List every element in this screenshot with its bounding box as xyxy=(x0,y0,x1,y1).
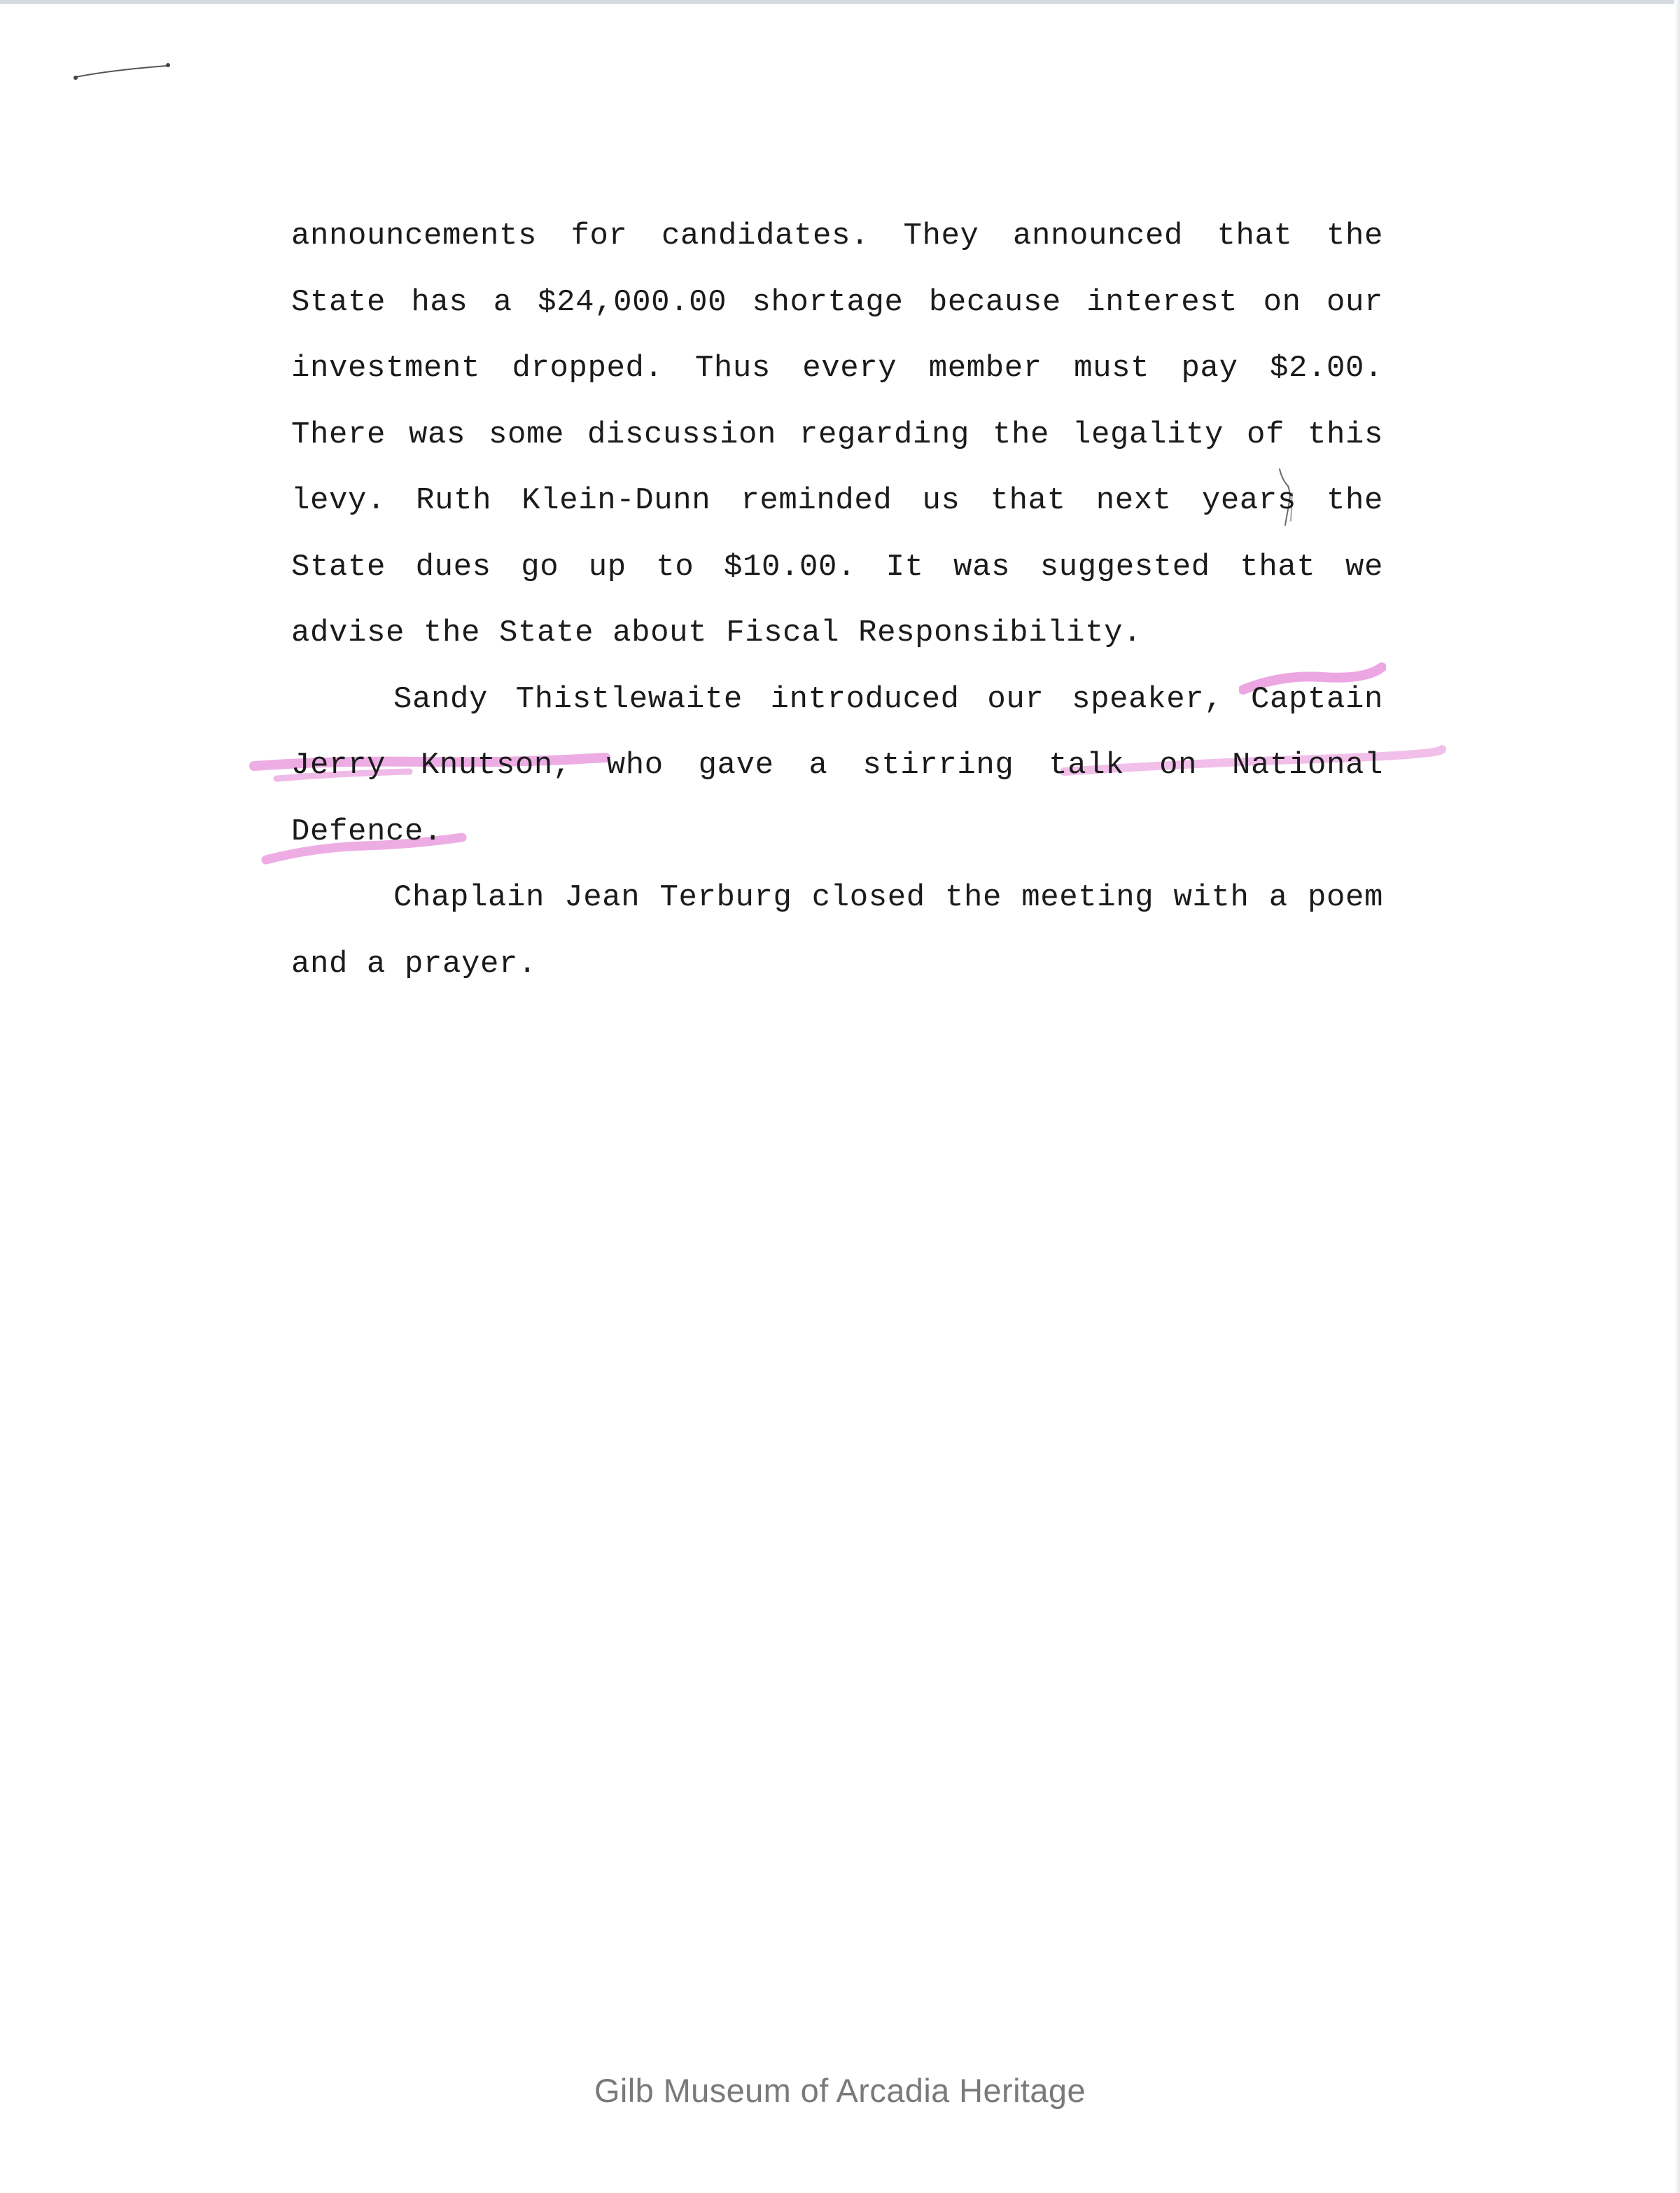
scan-edge-right xyxy=(1674,0,1680,2193)
paragraph-closing: Chaplain Jean Terburg closed the meeting with a poem and a prayer. xyxy=(291,880,1383,982)
footer-watermark: Gilb Museum of Arcadia Heritage xyxy=(594,2072,1086,2109)
typed-minutes-text xyxy=(291,203,1383,997)
paragraph-speaker-introduction: Sandy Thistlewaite introduced our speaker, Captain Jerry Knutson, who gave a stirring talk on National Defence. xyxy=(291,681,1383,849)
stray-pen-mark xyxy=(70,56,175,84)
scan-edge-top xyxy=(0,0,1680,4)
paragraph-state-shortage: announcements for candidates. They announced that the State has a $24,000.00 shortage because interest on our investment dropped. Thus every member must pay $2.00. There was some discussion regarding the legality of this levy. Ruth Klein-Dunn reminded us that next years the State dues go up to $10.00. It was suggested that we advise the State about Fiscal Responsibility. xyxy=(291,218,1383,650)
